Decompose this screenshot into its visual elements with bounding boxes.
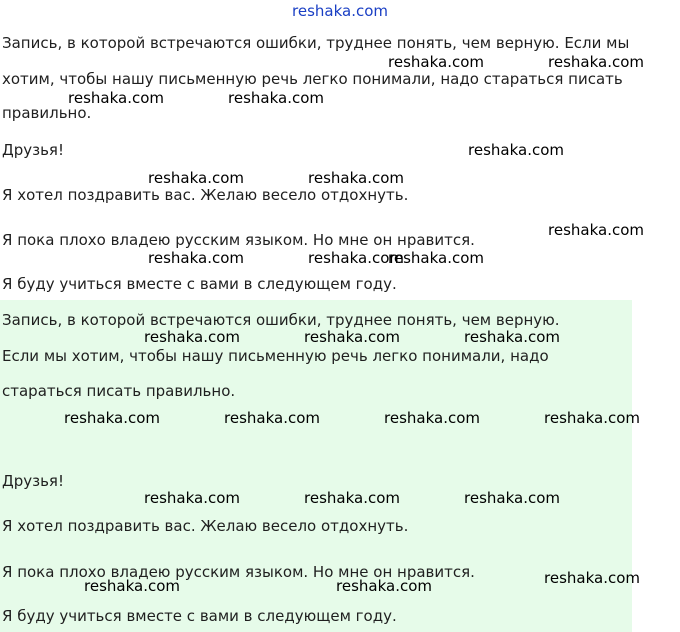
watermark-text: reshaka.com <box>308 249 404 267</box>
text-line: Я буду учиться вместе с вами в следующем году. <box>2 275 397 293</box>
answer-line: Я пока плохо владею русским языком. Но мне он нравится. <box>2 563 475 581</box>
watermark-text: reshaka.com <box>468 141 564 159</box>
watermark-text: reshaka.com <box>228 89 324 107</box>
greeting-line: Друзья! <box>2 141 64 159</box>
watermark-text: reshaka.com <box>384 409 480 427</box>
answer-line: Я хотел поздравить вас. Желаю весело отдохнуть. <box>2 517 409 535</box>
answer-line: Запись, в которой встречаются ошибки, труднее понять, чем верную. <box>2 311 560 329</box>
watermark-text: reshaka.com <box>148 169 244 187</box>
text-line: Я пока плохо владею русским языком. Но мне он нравится. <box>2 231 475 249</box>
watermark-text: reshaka.com <box>304 328 400 346</box>
text-line: правильно. <box>2 104 92 122</box>
watermark-text: reshaka.com <box>388 53 484 71</box>
watermark-text: reshaka.com <box>64 409 160 427</box>
watermark-text: reshaka.com <box>68 89 164 107</box>
watermark-text: reshaka.com <box>544 569 640 587</box>
watermark-text: reshaka.com <box>144 328 240 346</box>
text-line: Я хотел поздравить вас. Желаю весело отдохнуть. <box>2 186 409 204</box>
watermark-text: reshaka.com <box>144 489 240 507</box>
watermark-text: reshaka.com <box>464 328 560 346</box>
text-line: хотим, чтобы нашу письменную речь легко понимали, надо стараться писать <box>2 70 623 88</box>
text-line: Запись, в которой встречаются ошибки, труднее понять, чем верную. Если мы <box>2 34 630 52</box>
answer-line: Я буду учиться вместе с вами в следующем году. <box>2 607 397 625</box>
watermark-text: reshaka.com <box>148 249 244 267</box>
watermark-text: reshaka.com <box>336 577 432 595</box>
site-watermark-header: reshaka.com <box>292 2 388 20</box>
watermark-text: reshaka.com <box>548 221 644 239</box>
answer-greeting-line: Друзья! <box>2 472 64 490</box>
watermark-text: reshaka.com <box>464 489 560 507</box>
watermark-text: reshaka.com <box>304 489 400 507</box>
watermark-text: reshaka.com <box>308 169 404 187</box>
answer-line: стараться писать правильно. <box>2 382 236 400</box>
watermark-text: reshaka.com <box>548 53 644 71</box>
watermark-text: reshaka.com <box>388 249 484 267</box>
answer-line: Если мы хотим, чтобы нашу письменную речь легко понимали, надо <box>2 347 549 365</box>
watermark-text: reshaka.com <box>224 409 320 427</box>
watermark-text: reshaka.com <box>544 409 640 427</box>
watermark-text: reshaka.com <box>84 577 180 595</box>
